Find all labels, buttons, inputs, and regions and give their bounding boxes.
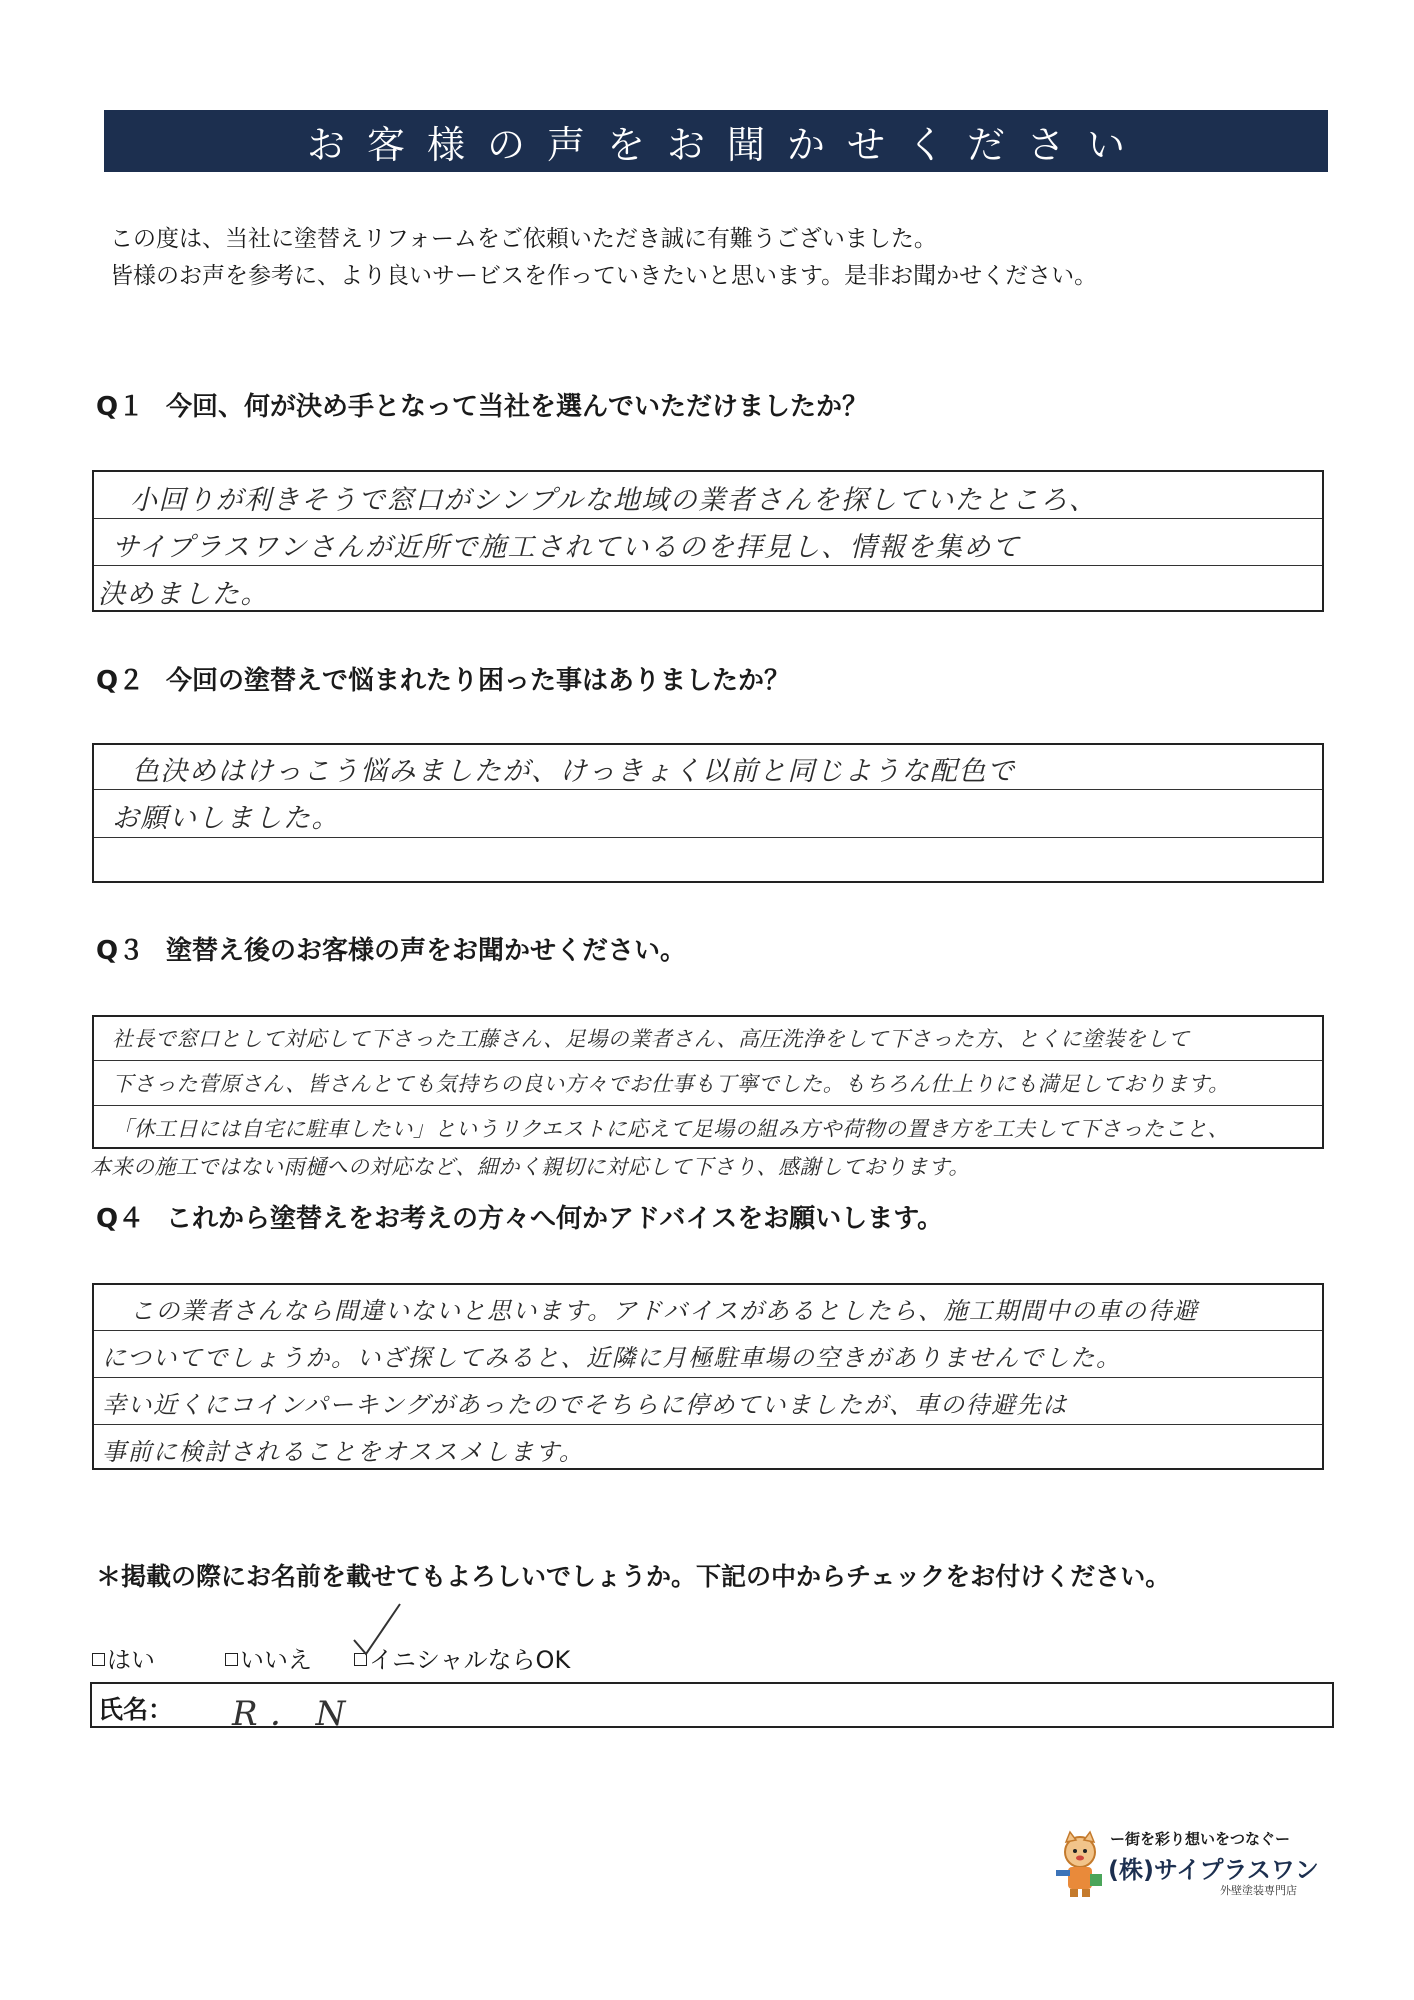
answer-box-4-rule bbox=[94, 1330, 1322, 1331]
answer-3-line-3: 「休工日には自宅に駐車したい」というリクエストに応えて足場の組み方や荷物の置き方を工夫して下さったこと、 bbox=[112, 1117, 1230, 1141]
checkbox-no[interactable] bbox=[225, 1653, 238, 1666]
answer-box-1-rule bbox=[94, 565, 1322, 566]
question-4-text: これから塗替えをお考えの方々へ何かアドバイスをお願いします。 bbox=[166, 1204, 944, 1234]
question-1-text: 今回、何が決め手となって当社を選んでいただけましたか？ bbox=[166, 392, 869, 422]
answer-box-3-rule bbox=[94, 1105, 1322, 1106]
question-2 bbox=[96, 660, 790, 697]
option-initials-label: イニシャルならOK bbox=[369, 1646, 571, 1674]
page-title: お客様の声をお聞かせください bbox=[306, 122, 1147, 167]
logo-subtitle: 外壁塗装専門店 bbox=[1220, 1884, 1297, 1897]
answer-1-line-2: サイプラスワンさんが近所で施工されているのを拝見し、情報を集めて bbox=[112, 532, 1021, 563]
question-3-number: Q３ bbox=[96, 936, 145, 966]
option-yes-label: はい bbox=[107, 1646, 155, 1674]
answer-4-line-1: この業者さんなら間違いないと思います。アドバイスがあるとしたら、施工期間中の車の待避 bbox=[130, 1297, 1199, 1325]
answer-4-line-4: 事前に検討されることをオススメします。 bbox=[102, 1438, 585, 1466]
company-logo bbox=[1052, 1826, 1322, 1902]
option-yes[interactable] bbox=[92, 1640, 155, 1675]
option-no[interactable] bbox=[225, 1640, 312, 1675]
logo-name: (株)サイプラスワン bbox=[1108, 1856, 1319, 1884]
checkmark-icon bbox=[348, 1600, 408, 1660]
answer-box-4-rule bbox=[94, 1424, 1322, 1425]
question-4 bbox=[96, 1198, 943, 1235]
answer-2-line-1: 色決めはけっこう悩みましたが、けっきょく以前と同じような配色で bbox=[132, 756, 1016, 787]
answer-box-4[interactable] bbox=[92, 1283, 1324, 1470]
option-initials[interactable] bbox=[354, 1640, 570, 1675]
question-2-text: 今回の塗替えで悩まれたり困った事はありましたか？ bbox=[166, 666, 791, 696]
answer-3-line-4: 本来の施工ではない雨樋への対応など、細かく親切に対応して下さり、感謝しております。 bbox=[90, 1155, 970, 1179]
question-1 bbox=[96, 386, 868, 423]
answer-box-2-rule bbox=[94, 837, 1322, 838]
intro-line-1: この度は、当社に塗替えリフォームをご依頼いただき誠に有難うございました。 bbox=[110, 226, 937, 252]
page-title-banner bbox=[104, 110, 1328, 172]
answer-box-2-rule bbox=[94, 789, 1322, 790]
answer-box-3[interactable] bbox=[92, 1015, 1324, 1149]
answer-4-line-2: についてでしょうか。いざ探してみると、近隣に月極駐車場の空きがありませんでした。 bbox=[102, 1344, 1122, 1372]
intro-line-2: 皆様のお声を参考に、より良いサービスを作っていきたいと思います。是非お聞かせください。 bbox=[110, 263, 1098, 289]
answer-box-2[interactable] bbox=[92, 743, 1324, 883]
question-4-number: Q４ bbox=[96, 1204, 145, 1234]
answer-box-4-rule bbox=[94, 1377, 1322, 1378]
checkbox-yes[interactable] bbox=[92, 1653, 105, 1666]
answer-2-line-2: お願いしました。 bbox=[112, 803, 340, 834]
name-value: R．N bbox=[232, 1694, 358, 1734]
question-2-number: Q２ bbox=[96, 666, 145, 696]
answer-4-line-3: 幸い近くにコインパーキングがあったのでそちらに停めていましたが、車の待避先は bbox=[102, 1391, 1068, 1419]
question-3 bbox=[96, 930, 686, 967]
publish-question: ＊掲載の際にお名前を載せてもよろしいでしょうか。下記の中からチェックをお付けください。 bbox=[96, 1562, 1171, 1591]
name-label: 氏名： bbox=[98, 1695, 174, 1724]
answer-box-1-rule bbox=[94, 518, 1322, 519]
option-no-label: いいえ bbox=[240, 1646, 312, 1674]
answer-1-line-1: 小回りが利きそうで窓口がシンプルな地域の業者さんを探していたところ、 bbox=[130, 485, 1098, 516]
question-1-number: Q１ bbox=[96, 392, 145, 422]
answer-box-1[interactable] bbox=[92, 470, 1324, 612]
publish-options bbox=[92, 1640, 570, 1675]
logo-tagline: ー街を彩り想いをつなぐー bbox=[1110, 1830, 1291, 1848]
name-field[interactable] bbox=[90, 1682, 1334, 1734]
answer-box-3-rule bbox=[94, 1060, 1322, 1061]
question-3-text: 塗替え後のお客様の声をお聞かせください。 bbox=[166, 936, 687, 966]
answer-1-line-3: 決めました。 bbox=[98, 579, 269, 610]
answer-3-line-2: 下さった菅原さん、皆さんとても気持ちの良い方々でお仕事も丁寧でした。もちろん仕上りにも満足しております。 bbox=[112, 1072, 1230, 1096]
mascot-icon bbox=[1052, 1830, 1108, 1898]
answer-3-line-1: 社長で窓口として対応して下さった工藤さん、足場の業者さん、高圧洗浄をして下さった方、とくに塗装をして bbox=[112, 1027, 1190, 1051]
